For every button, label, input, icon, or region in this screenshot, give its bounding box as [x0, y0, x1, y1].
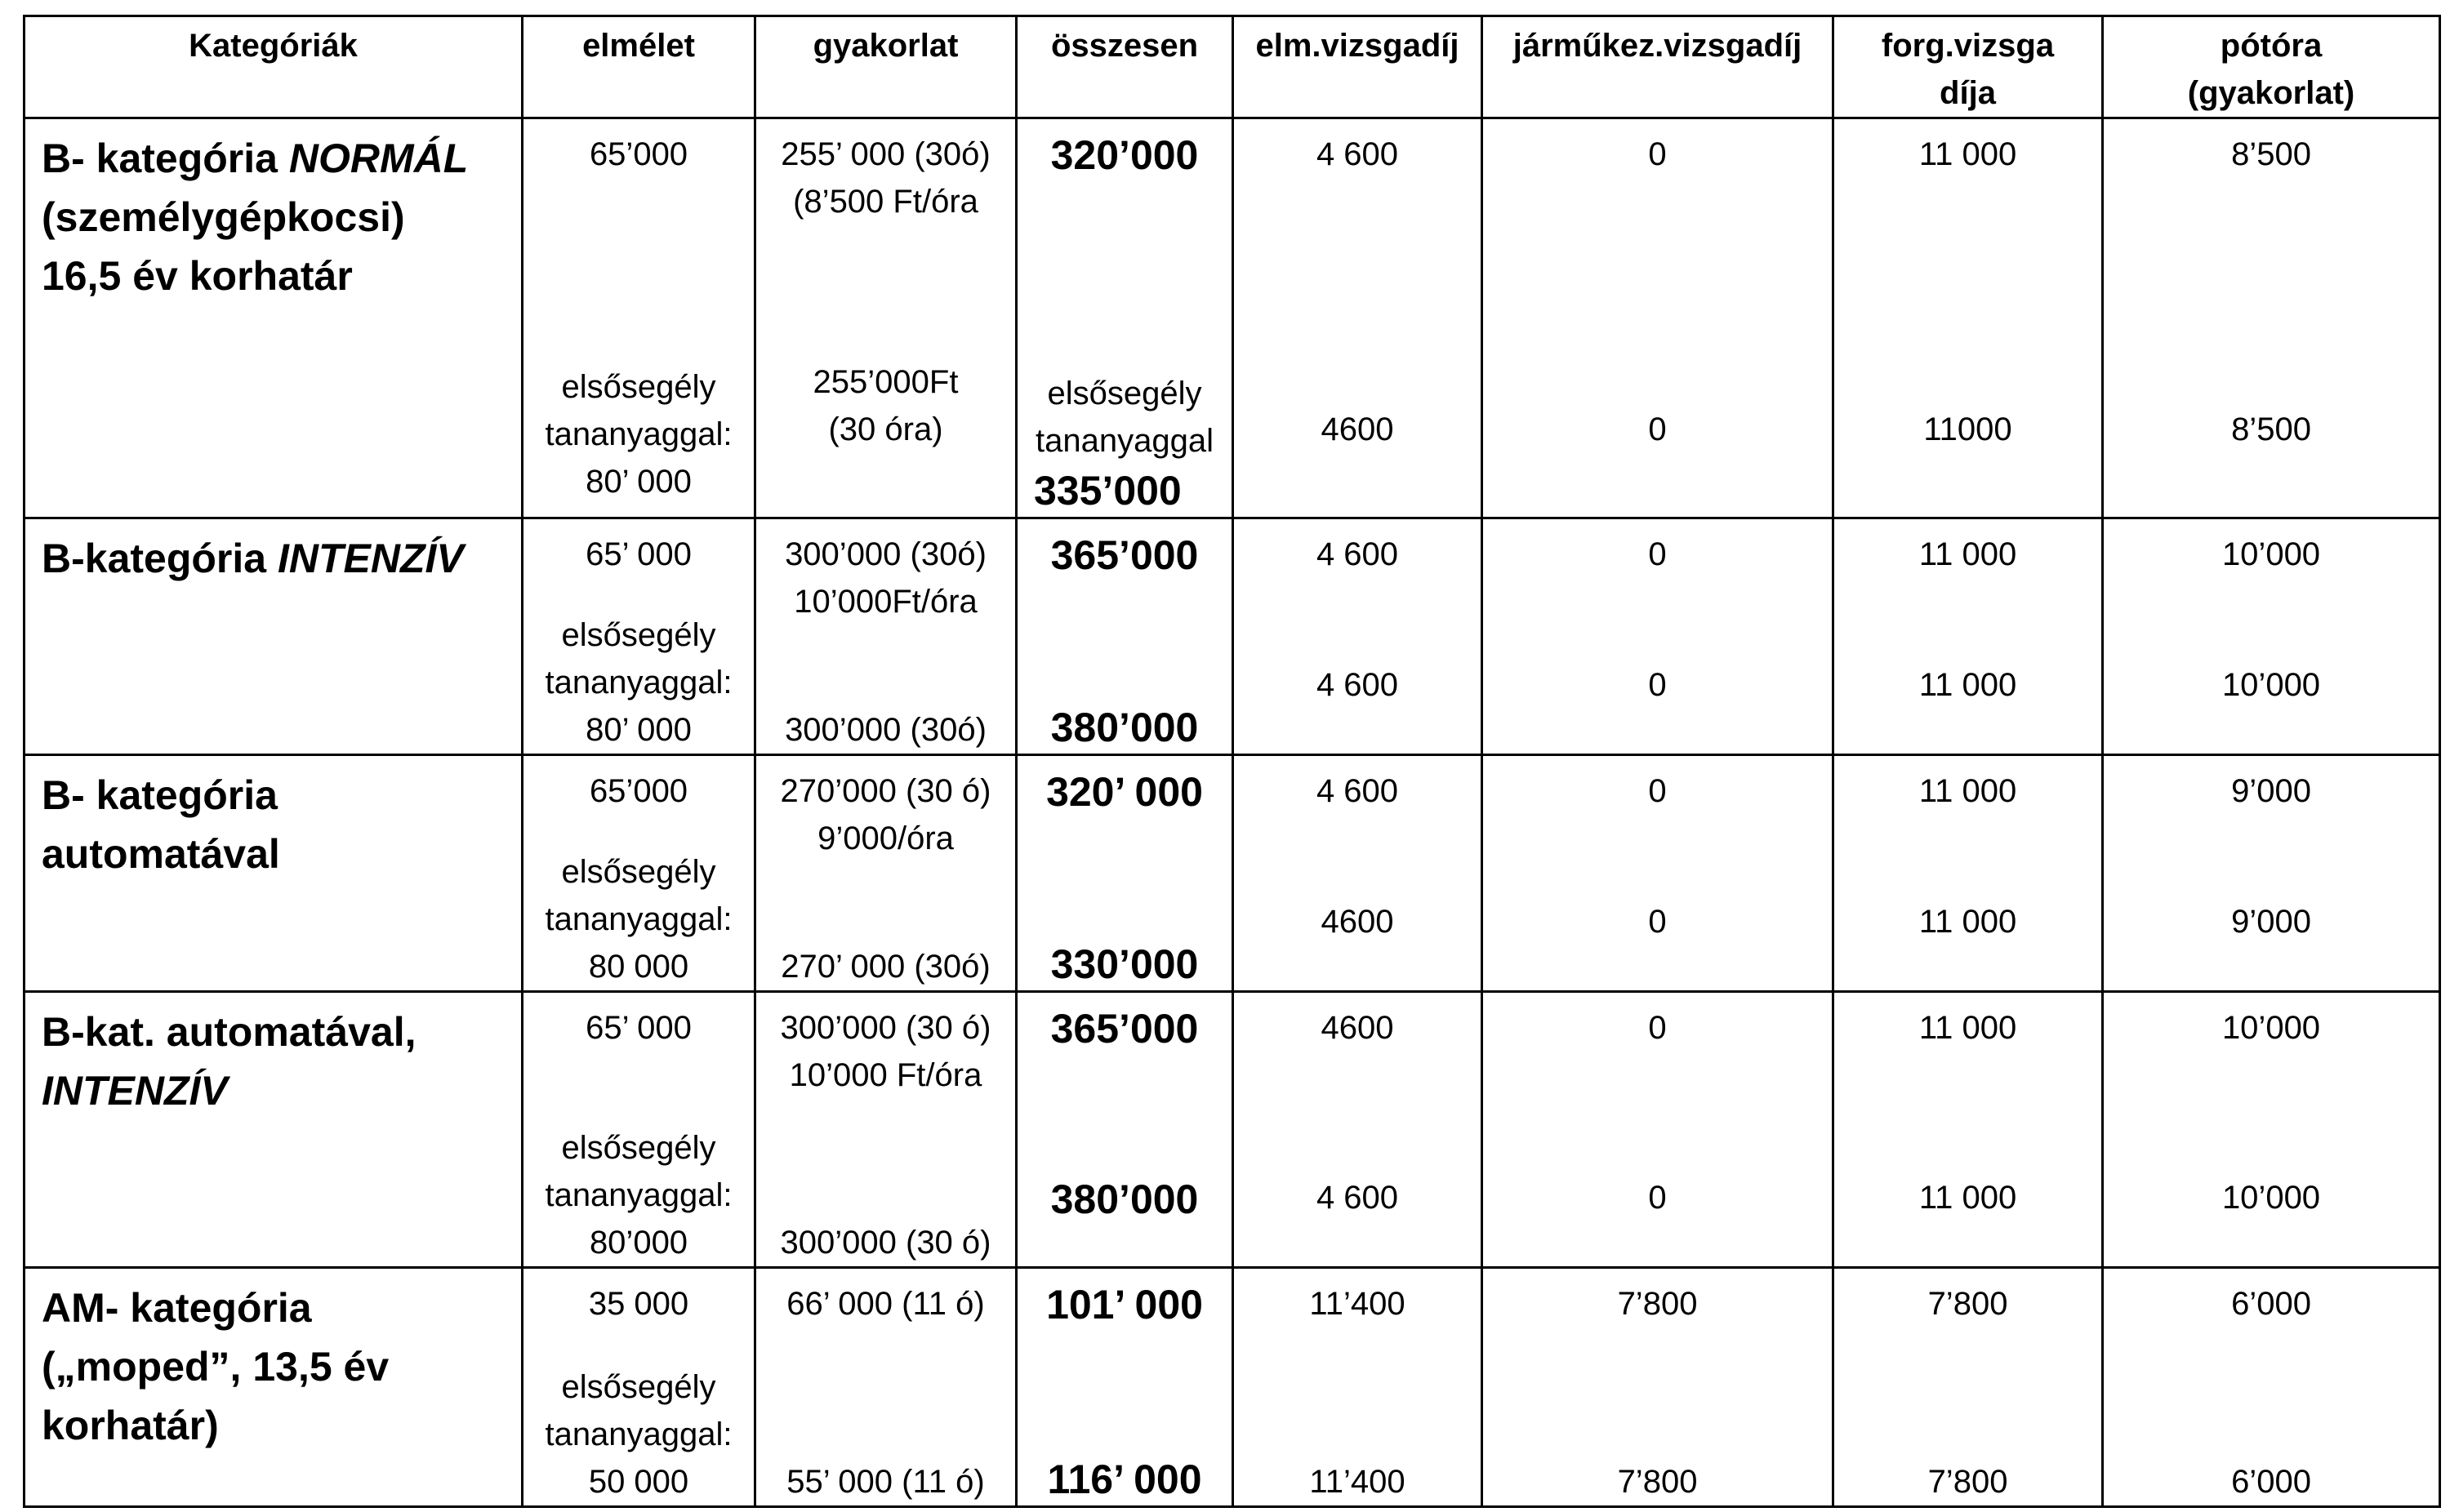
elmelet-cell	[523, 118, 755, 518]
total-value: 116’ 000	[1047, 1456, 1202, 1502]
category-text: AM- kategória	[42, 1285, 312, 1331]
cell-note: tananyaggal:	[545, 1416, 733, 1452]
elmelet-cell	[523, 518, 755, 755]
cell-value: 7’800	[1617, 1464, 1698, 1500]
forg-cell	[1833, 118, 2103, 518]
cell-note: tananyaggal:	[545, 665, 733, 700]
cell-value: 8’500	[2231, 136, 2311, 172]
total-value: 380’000	[1050, 1176, 1199, 1222]
header-forg-text: forg.vizsga díja	[1881, 28, 2055, 111]
cell-note: (30 óra)	[828, 411, 943, 447]
osszesen-cell	[1017, 118, 1233, 518]
cell-note: tananyaggal:	[545, 901, 733, 937]
category-emphasis: INTENZÍV	[42, 1068, 228, 1114]
cell-value: 11’400	[1309, 1464, 1405, 1500]
cell-value: 4 600	[1316, 1180, 1399, 1216]
cell-value: 7’800	[1927, 1286, 2008, 1322]
category-text: („moped”, 13,5 év	[42, 1344, 390, 1390]
category-emphasis: INTENZÍV	[277, 536, 464, 581]
elm-vizsgadij-cell	[1233, 118, 1482, 518]
cell-value: 65’ 000	[586, 536, 692, 572]
header-kategoriak: Kategóriák	[24, 16, 523, 118]
cell-value: 4 600	[1316, 667, 1399, 703]
osszesen-cell	[1017, 755, 1233, 992]
jarmukez-cell	[1482, 755, 1833, 992]
cell-value: 4600	[1321, 411, 1394, 447]
jarmukez-cell	[1482, 118, 1833, 518]
cell-value: 9’000	[2231, 904, 2311, 940]
cell-value: 300’000 (30 ó)	[780, 1010, 991, 1046]
table-row	[24, 118, 2440, 518]
elm-vizsgadij-cell	[1233, 992, 1482, 1268]
cell-value: 80 000	[588, 949, 689, 985]
cell-value: 270’ 000 (30ó)	[781, 949, 991, 985]
cell-value: 11 000	[1918, 1180, 2017, 1216]
cell-value: 11’400	[1309, 1286, 1405, 1322]
total-value: 101’ 000	[1046, 1282, 1203, 1327]
cell-note: tananyaggal:	[545, 1177, 733, 1213]
total-value: 365’000	[1050, 532, 1199, 578]
category-text: 16,5 év korhatár	[42, 253, 353, 299]
cell-value: 4600	[1321, 1010, 1394, 1046]
forg-cell	[1833, 992, 2103, 1268]
total-value: 380’000	[1050, 705, 1199, 750]
category-cell	[24, 518, 523, 755]
cell-value: 300’000 (30ó)	[785, 536, 987, 572]
cell-value: 10’000	[2221, 667, 2321, 703]
cell-note: elsősegély	[561, 617, 716, 653]
gyakorlat-cell	[755, 1268, 1017, 1507]
cell-value: 11 000	[1918, 536, 2017, 572]
osszesen-cell	[1017, 518, 1233, 755]
potora-cell	[2103, 1268, 2440, 1507]
elm-vizsgadij-cell	[1233, 755, 1482, 992]
cell-value: 7’800	[1927, 1464, 2008, 1500]
osszesen-cell	[1017, 1268, 1233, 1507]
table-row	[24, 755, 2440, 992]
elm-vizsgadij-cell	[1233, 518, 1482, 755]
cell-value: 270’000 (30 ó)	[780, 773, 991, 809]
cell-value: 10’000	[2221, 1010, 2321, 1046]
cell-value: 9’000	[2231, 773, 2311, 809]
category-text: korhatár)	[42, 1403, 219, 1448]
category-cell	[24, 118, 523, 518]
cell-value: 0	[1648, 1010, 1667, 1046]
cell-value: 11 000	[1918, 904, 2017, 940]
total-value: 365’000	[1050, 1006, 1199, 1052]
cell-value: 11 000	[1918, 1010, 2017, 1046]
cell-value: 300’000 (30ó)	[785, 712, 987, 748]
cell-value: 66’ 000 (11 ó)	[786, 1286, 985, 1322]
table-row	[24, 1268, 2440, 1507]
gyakorlat-cell	[755, 518, 1017, 755]
elmelet-cell	[523, 755, 755, 992]
cell-note: elsősegély	[561, 369, 716, 405]
cell-value: 4 600	[1316, 136, 1399, 172]
header-elmelet: elmélet	[523, 16, 755, 118]
cell-value: 0	[1648, 773, 1667, 809]
header-forg-vizsga-dija	[1833, 16, 2103, 118]
cell-value: 0	[1648, 1180, 1667, 1216]
cell-value: 65’000	[589, 136, 688, 172]
cell-value: 80’ 000	[586, 712, 692, 748]
cell-value: 11000	[1923, 411, 2012, 447]
cell-value: 0	[1648, 536, 1667, 572]
cell-value: 6’000	[2231, 1286, 2311, 1322]
cell-value: 11 000	[1918, 773, 2017, 809]
cell-value: 11 000	[1918, 667, 2017, 703]
cell-value: 7’800	[1617, 1286, 1698, 1322]
jarmukez-cell	[1482, 992, 1833, 1268]
cell-note: 10’000 Ft/óra	[789, 1057, 982, 1093]
gyakorlat-cell	[755, 118, 1017, 518]
category-text: automatával	[42, 831, 280, 877]
cell-value: 4600	[1321, 904, 1394, 940]
cell-value: 65’000	[589, 773, 688, 809]
cell-value: 0	[1648, 136, 1667, 172]
total-value: 320’ 000	[1046, 769, 1203, 815]
cell-note: elsősegély	[561, 854, 716, 890]
cell-note: tananyaggal:	[545, 416, 733, 452]
cell-note: elsősegély	[561, 1130, 716, 1166]
gyakorlat-cell	[755, 755, 1017, 992]
osszesen-cell	[1017, 992, 1233, 1268]
cell-value: 55’ 000 (11 ó)	[786, 1464, 985, 1500]
total-value: 320’000	[1050, 132, 1199, 178]
potora-cell	[2103, 755, 2440, 992]
category-cell	[24, 755, 523, 992]
header-gyakorlat: gyakorlat	[755, 16, 1017, 118]
cell-value: 4 600	[1316, 773, 1399, 809]
header-osszesen: összesen	[1017, 16, 1233, 118]
cell-note: elsősegély	[561, 1369, 716, 1405]
header-potora	[2103, 16, 2440, 118]
elm-vizsgadij-cell	[1233, 1268, 1482, 1507]
cell-value: 0	[1648, 411, 1667, 447]
header-jarmukez-vizsgadij: járműkez.vizsgadíj	[1482, 16, 1833, 118]
price-table	[23, 15, 2441, 1508]
cell-value: 0	[1648, 904, 1667, 940]
cell-value: 50 000	[588, 1464, 689, 1500]
category-text: (személygépkocsi)	[42, 194, 405, 240]
cell-note: 9’000/óra	[817, 820, 954, 856]
potora-cell	[2103, 518, 2440, 755]
header-elm-vizsgadij: elm.vizsgadíj	[1233, 16, 1482, 118]
cell-note: 10’000Ft/óra	[794, 584, 978, 620]
cell-value: 10’000	[2221, 536, 2321, 572]
total-value: 330’000	[1050, 941, 1199, 987]
header-row	[24, 16, 2440, 118]
category-emphasis: NORMÁL	[288, 136, 469, 181]
forg-cell	[1833, 1268, 2103, 1507]
cell-note: elsősegély	[1047, 376, 1202, 411]
cell-value: 10’000	[2221, 1180, 2321, 1216]
cell-value: 65’ 000	[586, 1010, 692, 1046]
cell-note: tananyaggal	[1036, 423, 1214, 459]
cell-value: 11 000	[1918, 136, 2017, 172]
cell-value: 4 600	[1316, 536, 1399, 572]
cell-value: 0	[1648, 667, 1667, 703]
potora-cell	[2103, 992, 2440, 1268]
cell-value: 80’000	[589, 1225, 688, 1261]
table-row	[24, 518, 2440, 755]
cell-value: 80’ 000	[586, 464, 692, 500]
jarmukez-cell	[1482, 1268, 1833, 1507]
elmelet-cell	[523, 1268, 755, 1507]
cell-value: 255’000Ft	[813, 364, 959, 400]
category-text: B- kategória	[42, 136, 289, 181]
table-row	[24, 992, 2440, 1268]
category-text: B- kategória	[42, 772, 278, 818]
category-cell	[24, 992, 523, 1268]
cell-value: 35 000	[588, 1286, 689, 1322]
jarmukez-cell	[1482, 518, 1833, 755]
category-text: B-kat. automatával,	[42, 1009, 416, 1055]
cell-value: 255’ 000 (30ó)	[781, 136, 991, 172]
cell-value: 6’000	[2231, 1464, 2311, 1500]
forg-cell	[1833, 755, 2103, 992]
total-value: 335’000	[1034, 468, 1182, 514]
header-potora-text: pótóra (gyakorlat)	[2187, 28, 2355, 111]
category-text: B-kategória	[42, 536, 278, 581]
category-cell	[24, 1268, 523, 1507]
potora-cell	[2103, 118, 2440, 518]
elmelet-cell	[523, 992, 755, 1268]
cell-note: (8’500 Ft/óra	[793, 184, 978, 220]
gyakorlat-cell	[755, 992, 1017, 1268]
cell-value: 300’000 (30 ó)	[780, 1225, 991, 1261]
forg-cell	[1833, 518, 2103, 755]
cell-value: 8’500	[2231, 411, 2311, 447]
